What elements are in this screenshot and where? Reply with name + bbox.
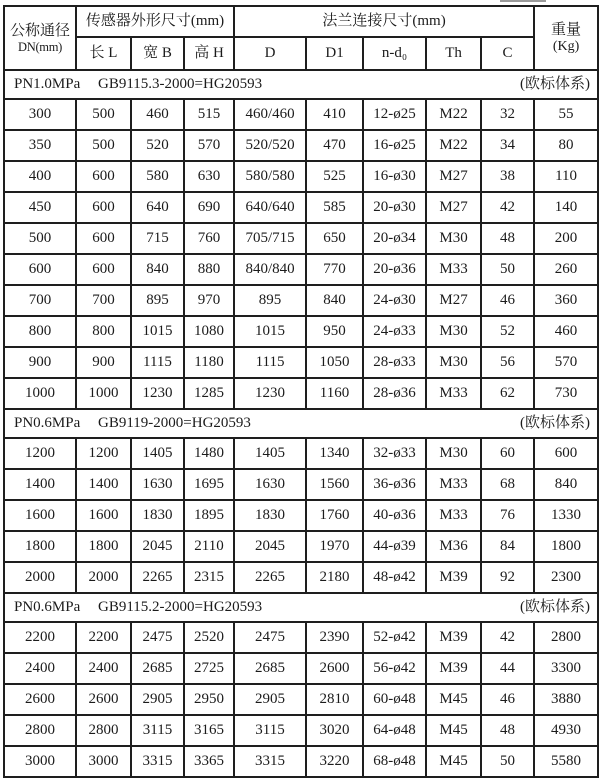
section-header-row: [4, 70, 598, 99]
dimension-value-cell: 880: [184, 254, 234, 285]
dn-value-cell: 2800: [4, 715, 76, 746]
dimension-value-cell: 76: [481, 500, 534, 531]
section-standard-label: GB9115.2-2000=HG20593: [98, 598, 263, 615]
data-row: [4, 562, 598, 593]
dimension-value-cell: 2000: [76, 562, 131, 593]
col-header-height-h: 高 H: [184, 37, 234, 70]
dimension-value-cell: 38: [481, 161, 534, 192]
dimension-value-cell: 84: [481, 531, 534, 562]
dimension-value-cell: 515: [184, 99, 234, 130]
dimension-value-cell: 42: [481, 192, 534, 223]
dimension-value-cell: 2905: [131, 684, 184, 715]
dimension-value-cell: M36: [426, 531, 481, 562]
data-row: [4, 622, 598, 653]
dimension-value-cell: 1400: [76, 469, 131, 500]
dimension-value-cell: 900: [76, 347, 131, 378]
data-row: [4, 715, 598, 746]
dimension-value-cell: 520: [131, 130, 184, 161]
dimension-value-cell: 200: [534, 223, 598, 254]
dimension-value-cell: 34: [481, 130, 534, 161]
col-header-d1: D1: [306, 37, 363, 70]
dimension-value-cell: 12-ø25: [363, 99, 426, 130]
dimension-value-cell: 2110: [184, 531, 234, 562]
dimension-value-cell: 68: [481, 469, 534, 500]
dimension-value-cell: 1480: [184, 438, 234, 469]
data-row: [4, 223, 598, 254]
dimension-value-cell: 2265: [234, 562, 306, 593]
dimension-value-cell: 2520: [184, 622, 234, 653]
dimension-value-cell: 1800: [534, 531, 598, 562]
dimension-value-cell: M39: [426, 562, 481, 593]
dn-value-cell: 1400: [4, 469, 76, 500]
dn-value-cell: 700: [4, 285, 76, 316]
dimension-value-cell: 3165: [184, 715, 234, 746]
dn-value-cell: 600: [4, 254, 76, 285]
section-header-cell: [4, 70, 598, 99]
dimension-value-cell: M33: [426, 469, 481, 500]
dimension-value-cell: 32-ø33: [363, 438, 426, 469]
dimension-value-cell: 2725: [184, 653, 234, 684]
dimension-value-cell: 3315: [131, 746, 184, 777]
section-standard-label: GB9119-2000=HG20593: [98, 414, 251, 431]
section-pressure-label: PN0.6MPa: [14, 414, 81, 431]
dimension-value-cell: 570: [534, 347, 598, 378]
dimension-value-cell: M45: [426, 684, 481, 715]
col-group-flange-dimensions: 法兰连接尺寸(mm): [234, 6, 534, 37]
dimension-value-cell: 840: [534, 469, 598, 500]
dimension-value-cell: 1405: [234, 438, 306, 469]
dimension-value-cell: 1285: [184, 378, 234, 409]
dimension-value-cell: 62: [481, 378, 534, 409]
dimension-value-cell: 1695: [184, 469, 234, 500]
col-header-width-b: 宽 B: [131, 37, 184, 70]
dimension-value-cell: 520/520: [234, 130, 306, 161]
dimension-value-cell: M33: [426, 378, 481, 409]
dimension-value-cell: 570: [184, 130, 234, 161]
dimension-value-cell: 3300: [534, 653, 598, 684]
dimension-value-cell: 2685: [131, 653, 184, 684]
dimension-value-cell: 1895: [184, 500, 234, 531]
weight-header-line2: (Kg): [552, 38, 580, 54]
dimension-value-cell: 1160: [306, 378, 363, 409]
dimension-value-cell: M39: [426, 653, 481, 684]
dimension-value-cell: 360: [534, 285, 598, 316]
dn-value-cell: 900: [4, 347, 76, 378]
dimension-value-cell: 3315: [234, 746, 306, 777]
dimension-value-cell: 460: [131, 99, 184, 130]
dimension-value-cell: 55: [534, 99, 598, 130]
dimension-value-cell: 700: [76, 285, 131, 316]
dimension-value-cell: 1115: [131, 347, 184, 378]
dimension-value-cell: 92: [481, 562, 534, 593]
dimension-value-cell: 3220: [306, 746, 363, 777]
dimension-value-cell: 705/715: [234, 223, 306, 254]
dimension-value-cell: M39: [426, 622, 481, 653]
dimension-value-cell: 3365: [184, 746, 234, 777]
dn-value-cell: 400: [4, 161, 76, 192]
dimension-value-cell: 500: [76, 130, 131, 161]
data-row: [4, 347, 598, 378]
dimension-value-cell: 600: [76, 161, 131, 192]
data-row: [4, 161, 598, 192]
dimension-value-cell: 46: [481, 684, 534, 715]
dn-value-cell: 2200: [4, 622, 76, 653]
section-header-row: [4, 409, 598, 438]
dimension-value-cell: 36-ø36: [363, 469, 426, 500]
dimension-value-cell: 32: [481, 99, 534, 130]
col-header-c: C: [481, 37, 534, 70]
section-pressure-label: PN0.6MPa: [14, 598, 81, 615]
dimension-value-cell: 2685: [234, 653, 306, 684]
dimension-value-cell: 895: [234, 285, 306, 316]
dimension-value-cell: 410: [306, 99, 363, 130]
table-header: [4, 6, 598, 70]
dimension-value-cell: 48: [481, 715, 534, 746]
dimension-value-cell: 640: [131, 192, 184, 223]
data-row: [4, 285, 598, 316]
dimension-value-cell: 600: [76, 192, 131, 223]
section-header-cell: [4, 409, 598, 438]
dn-value-cell: 800: [4, 316, 76, 347]
dimension-value-cell: 3020: [306, 715, 363, 746]
dimension-value-cell: 460: [534, 316, 598, 347]
dimension-value-cell: 110: [534, 161, 598, 192]
dimension-value-cell: 770: [306, 254, 363, 285]
dimension-value-cell: 600: [76, 254, 131, 285]
dimension-value-cell: 460/460: [234, 99, 306, 130]
data-row: [4, 531, 598, 562]
dimension-value-cell: 2400: [76, 653, 131, 684]
dn-value-cell: 1000: [4, 378, 76, 409]
flowmeter-dimension-table: [3, 5, 599, 778]
dimension-value-cell: 1560: [306, 469, 363, 500]
dimension-value-cell: M33: [426, 500, 481, 531]
dimension-value-cell: 5580: [534, 746, 598, 777]
dimension-value-cell: 895: [131, 285, 184, 316]
section-standard-label: GB9115.3-2000=HG20593: [98, 75, 263, 92]
dimension-value-cell: 2800: [534, 622, 598, 653]
dimension-value-cell: 42: [481, 622, 534, 653]
dn-value-cell: 3000: [4, 746, 76, 777]
dimension-value-cell: 840/840: [234, 254, 306, 285]
dimension-value-cell: M45: [426, 715, 481, 746]
dimension-value-cell: 1015: [131, 316, 184, 347]
dimension-value-cell: 20-ø34: [363, 223, 426, 254]
data-row: [4, 653, 598, 684]
dimension-value-cell: 1340: [306, 438, 363, 469]
dimension-value-cell: 950: [306, 316, 363, 347]
dimension-value-cell: 600: [76, 223, 131, 254]
dimension-value-cell: 2950: [184, 684, 234, 715]
dimension-value-cell: 2045: [131, 531, 184, 562]
dimension-value-cell: 16-ø30: [363, 161, 426, 192]
col-header-n-d0: n-d₀: [363, 37, 426, 70]
dimension-value-cell: 630: [184, 161, 234, 192]
dimension-value-cell: 840: [131, 254, 184, 285]
dimension-value-cell: 52-ø42: [363, 622, 426, 653]
dimension-value-cell: 44-ø39: [363, 531, 426, 562]
dimension-value-cell: 2600: [306, 653, 363, 684]
dimension-value-cell: 2045: [234, 531, 306, 562]
data-row: [4, 746, 598, 777]
dimension-value-cell: 68-ø48: [363, 746, 426, 777]
dimension-value-cell: 28-ø33: [363, 347, 426, 378]
dimension-value-cell: 3880: [534, 684, 598, 715]
section-note-label: (欧标体系): [520, 75, 591, 92]
dimension-value-cell: M27: [426, 192, 481, 223]
col-group-sensor-dimensions: 传感器外形尺寸(mm): [76, 6, 234, 37]
dimension-value-cell: 2600: [76, 684, 131, 715]
dimension-value-cell: 52: [481, 316, 534, 347]
dimension-value-cell: 1800: [76, 531, 131, 562]
dn-value-cell: 300: [4, 99, 76, 130]
table-body: [4, 70, 598, 777]
dimension-value-cell: M30: [426, 347, 481, 378]
dimension-value-cell: 800: [76, 316, 131, 347]
dimension-value-cell: 2905: [234, 684, 306, 715]
dimension-value-cell: 60: [481, 438, 534, 469]
dimension-value-cell: 260: [534, 254, 598, 285]
dimension-value-cell: 2390: [306, 622, 363, 653]
scan-artifact-line: [500, 0, 546, 2]
section-pressure-label: PN1.0MPa: [14, 75, 81, 92]
data-row: [4, 192, 598, 223]
dimension-value-cell: 1080: [184, 316, 234, 347]
dimension-value-cell: 760: [184, 223, 234, 254]
section-note-label: (欧标体系): [520, 414, 591, 431]
section-header-cell: [4, 593, 598, 622]
dimension-value-cell: 1330: [534, 500, 598, 531]
dimension-value-cell: 140: [534, 192, 598, 223]
dimension-value-cell: 1630: [131, 469, 184, 500]
col-header-weight: [534, 6, 598, 70]
dimension-value-cell: 48: [481, 223, 534, 254]
dn-header-line2: DN(mm): [17, 39, 63, 54]
data-row: [4, 684, 598, 715]
dimension-value-cell: 3115: [234, 715, 306, 746]
dimension-value-cell: 580/580: [234, 161, 306, 192]
dimension-value-cell: 1015: [234, 316, 306, 347]
dimension-value-cell: 1200: [76, 438, 131, 469]
dimension-value-cell: 80: [534, 130, 598, 161]
dimension-value-cell: 3115: [131, 715, 184, 746]
dimension-value-cell: 640/640: [234, 192, 306, 223]
dimension-value-cell: 1405: [131, 438, 184, 469]
dimension-value-cell: 24-ø33: [363, 316, 426, 347]
dimension-value-cell: 1050: [306, 347, 363, 378]
dimension-value-cell: 2810: [306, 684, 363, 715]
dn-value-cell: 350: [4, 130, 76, 161]
dimension-value-cell: 2315: [184, 562, 234, 593]
dimension-value-cell: M30: [426, 223, 481, 254]
data-row: [4, 378, 598, 409]
dn-header-line1: 公称通径: [9, 22, 70, 39]
header-group-row: [4, 6, 598, 37]
dimension-value-cell: 64-ø48: [363, 715, 426, 746]
dimension-value-cell: 3000: [76, 746, 131, 777]
dimension-value-cell: 690: [184, 192, 234, 223]
dimension-value-cell: 50: [481, 254, 534, 285]
dimension-value-cell: 650: [306, 223, 363, 254]
dimension-value-cell: M22: [426, 130, 481, 161]
dimension-value-cell: M27: [426, 161, 481, 192]
col-header-th: Th: [426, 37, 481, 70]
dimension-value-cell: M22: [426, 99, 481, 130]
dimension-value-cell: M30: [426, 316, 481, 347]
dimension-value-cell: 2475: [131, 622, 184, 653]
dimension-value-cell: 1600: [76, 500, 131, 531]
dimension-value-cell: 1830: [131, 500, 184, 531]
dimension-value-cell: 1115: [234, 347, 306, 378]
dn-value-cell: 1800: [4, 531, 76, 562]
col-header-d: D: [234, 37, 306, 70]
dimension-value-cell: 24-ø30: [363, 285, 426, 316]
dimension-value-cell: 16-ø25: [363, 130, 426, 161]
dimension-value-cell: 1230: [131, 378, 184, 409]
dimension-value-cell: M33: [426, 254, 481, 285]
dimension-value-cell: 715: [131, 223, 184, 254]
dimension-value-cell: 60-ø48: [363, 684, 426, 715]
dimension-value-cell: 585: [306, 192, 363, 223]
section-note-label: (欧标体系): [520, 598, 591, 615]
dimension-value-cell: 2265: [131, 562, 184, 593]
data-row: [4, 130, 598, 161]
dimension-value-cell: 2180: [306, 562, 363, 593]
dimension-value-cell: 20-ø36: [363, 254, 426, 285]
dimension-value-cell: 2200: [76, 622, 131, 653]
dimension-value-cell: 1230: [234, 378, 306, 409]
dn-value-cell: 450: [4, 192, 76, 223]
dimension-value-cell: 2475: [234, 622, 306, 653]
dimension-value-cell: 28-ø36: [363, 378, 426, 409]
dimension-value-cell: 46: [481, 285, 534, 316]
dimension-value-cell: 580: [131, 161, 184, 192]
dimension-value-cell: 56: [481, 347, 534, 378]
data-row: [4, 469, 598, 500]
dimension-value-cell: 48-ø42: [363, 562, 426, 593]
dimension-value-cell: 2800: [76, 715, 131, 746]
header-sub-row: [4, 37, 598, 70]
section-header-row: [4, 593, 598, 622]
dn-value-cell: 1200: [4, 438, 76, 469]
dimension-value-cell: 1630: [234, 469, 306, 500]
data-row: [4, 254, 598, 285]
dimension-value-cell: 1000: [76, 378, 131, 409]
dimension-value-cell: 44: [481, 653, 534, 684]
dimension-value-cell: 525: [306, 161, 363, 192]
data-row: [4, 316, 598, 347]
dimension-value-cell: 1970: [306, 531, 363, 562]
dimension-value-cell: M45: [426, 746, 481, 777]
dn-value-cell: 2000: [4, 562, 76, 593]
dimension-value-cell: 600: [534, 438, 598, 469]
weight-header-line1: 重量: [551, 21, 582, 38]
dimension-value-cell: 56-ø42: [363, 653, 426, 684]
col-header-dn: [4, 6, 76, 70]
dn-value-cell: 500: [4, 223, 76, 254]
data-row: [4, 99, 598, 130]
data-row: [4, 500, 598, 531]
dimension-value-cell: 40-ø36: [363, 500, 426, 531]
dimension-value-cell: 730: [534, 378, 598, 409]
dimension-value-cell: M30: [426, 438, 481, 469]
dimension-value-cell: 20-ø30: [363, 192, 426, 223]
dimension-value-cell: 1830: [234, 500, 306, 531]
dimension-value-cell: 1180: [184, 347, 234, 378]
dimension-value-cell: 840: [306, 285, 363, 316]
dimension-value-cell: 1760: [306, 500, 363, 531]
dimension-value-cell: 470: [306, 130, 363, 161]
dimension-value-cell: 500: [76, 99, 131, 130]
dimension-value-cell: 4930: [534, 715, 598, 746]
dn-value-cell: 1600: [4, 500, 76, 531]
dimension-value-cell: M27: [426, 285, 481, 316]
dimension-value-cell: 970: [184, 285, 234, 316]
data-row: [4, 438, 598, 469]
dimension-value-cell: 2300: [534, 562, 598, 593]
dn-value-cell: 2600: [4, 684, 76, 715]
col-header-length-l: 长 L: [76, 37, 131, 70]
dimension-value-cell: 50: [481, 746, 534, 777]
dn-value-cell: 2400: [4, 653, 76, 684]
